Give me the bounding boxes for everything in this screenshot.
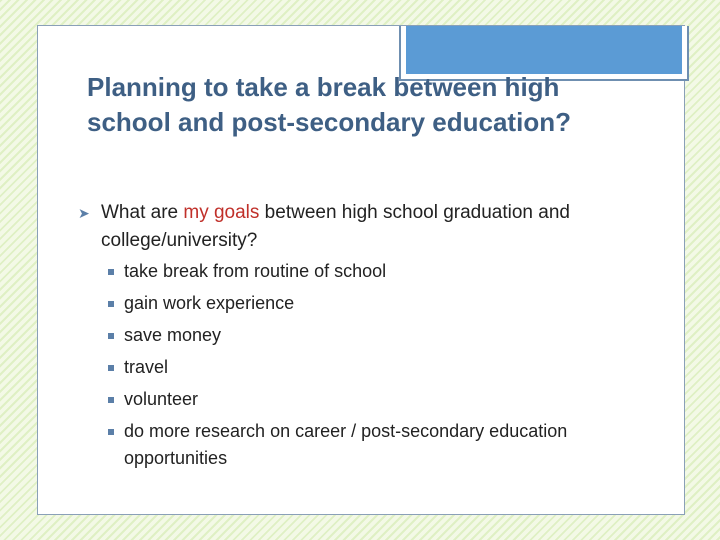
main-question-text: [78, 199, 658, 255]
list-item: [104, 290, 624, 317]
goals-list: [104, 258, 624, 477]
question-highlight: my goals: [183, 202, 260, 223]
list-item-text: take break from routine of school: [124, 261, 387, 281]
slide-title: Planning to take a break between high school and post-secondary education?: [87, 72, 571, 137]
list-item: [104, 258, 624, 285]
question-before: What are: [101, 202, 184, 223]
list-item-text: volunteer: [124, 389, 199, 409]
square-bullet-icon: [108, 301, 114, 307]
square-bullet-icon: [108, 333, 114, 339]
list-item-text: gain work experience: [124, 293, 295, 313]
list-item: [104, 354, 624, 381]
square-bullet-icon: [108, 365, 114, 371]
list-item: [104, 322, 624, 349]
square-bullet-icon: [108, 429, 114, 435]
arrow-bullet-icon: ➤: [78, 205, 90, 221]
list-item-text: do more research on career / post-secondary education opportunities: [124, 421, 568, 468]
main-question: [78, 199, 658, 255]
list-item-text: save money: [124, 325, 222, 345]
list-item: [104, 386, 624, 413]
square-bullet-icon: [108, 397, 114, 403]
question-after: between high school graduation and college/university?: [101, 202, 570, 251]
list-item-text: travel: [124, 357, 169, 377]
list-item: [104, 418, 624, 472]
header-accent-fill: [406, 26, 682, 74]
square-bullet-icon: [108, 269, 114, 275]
